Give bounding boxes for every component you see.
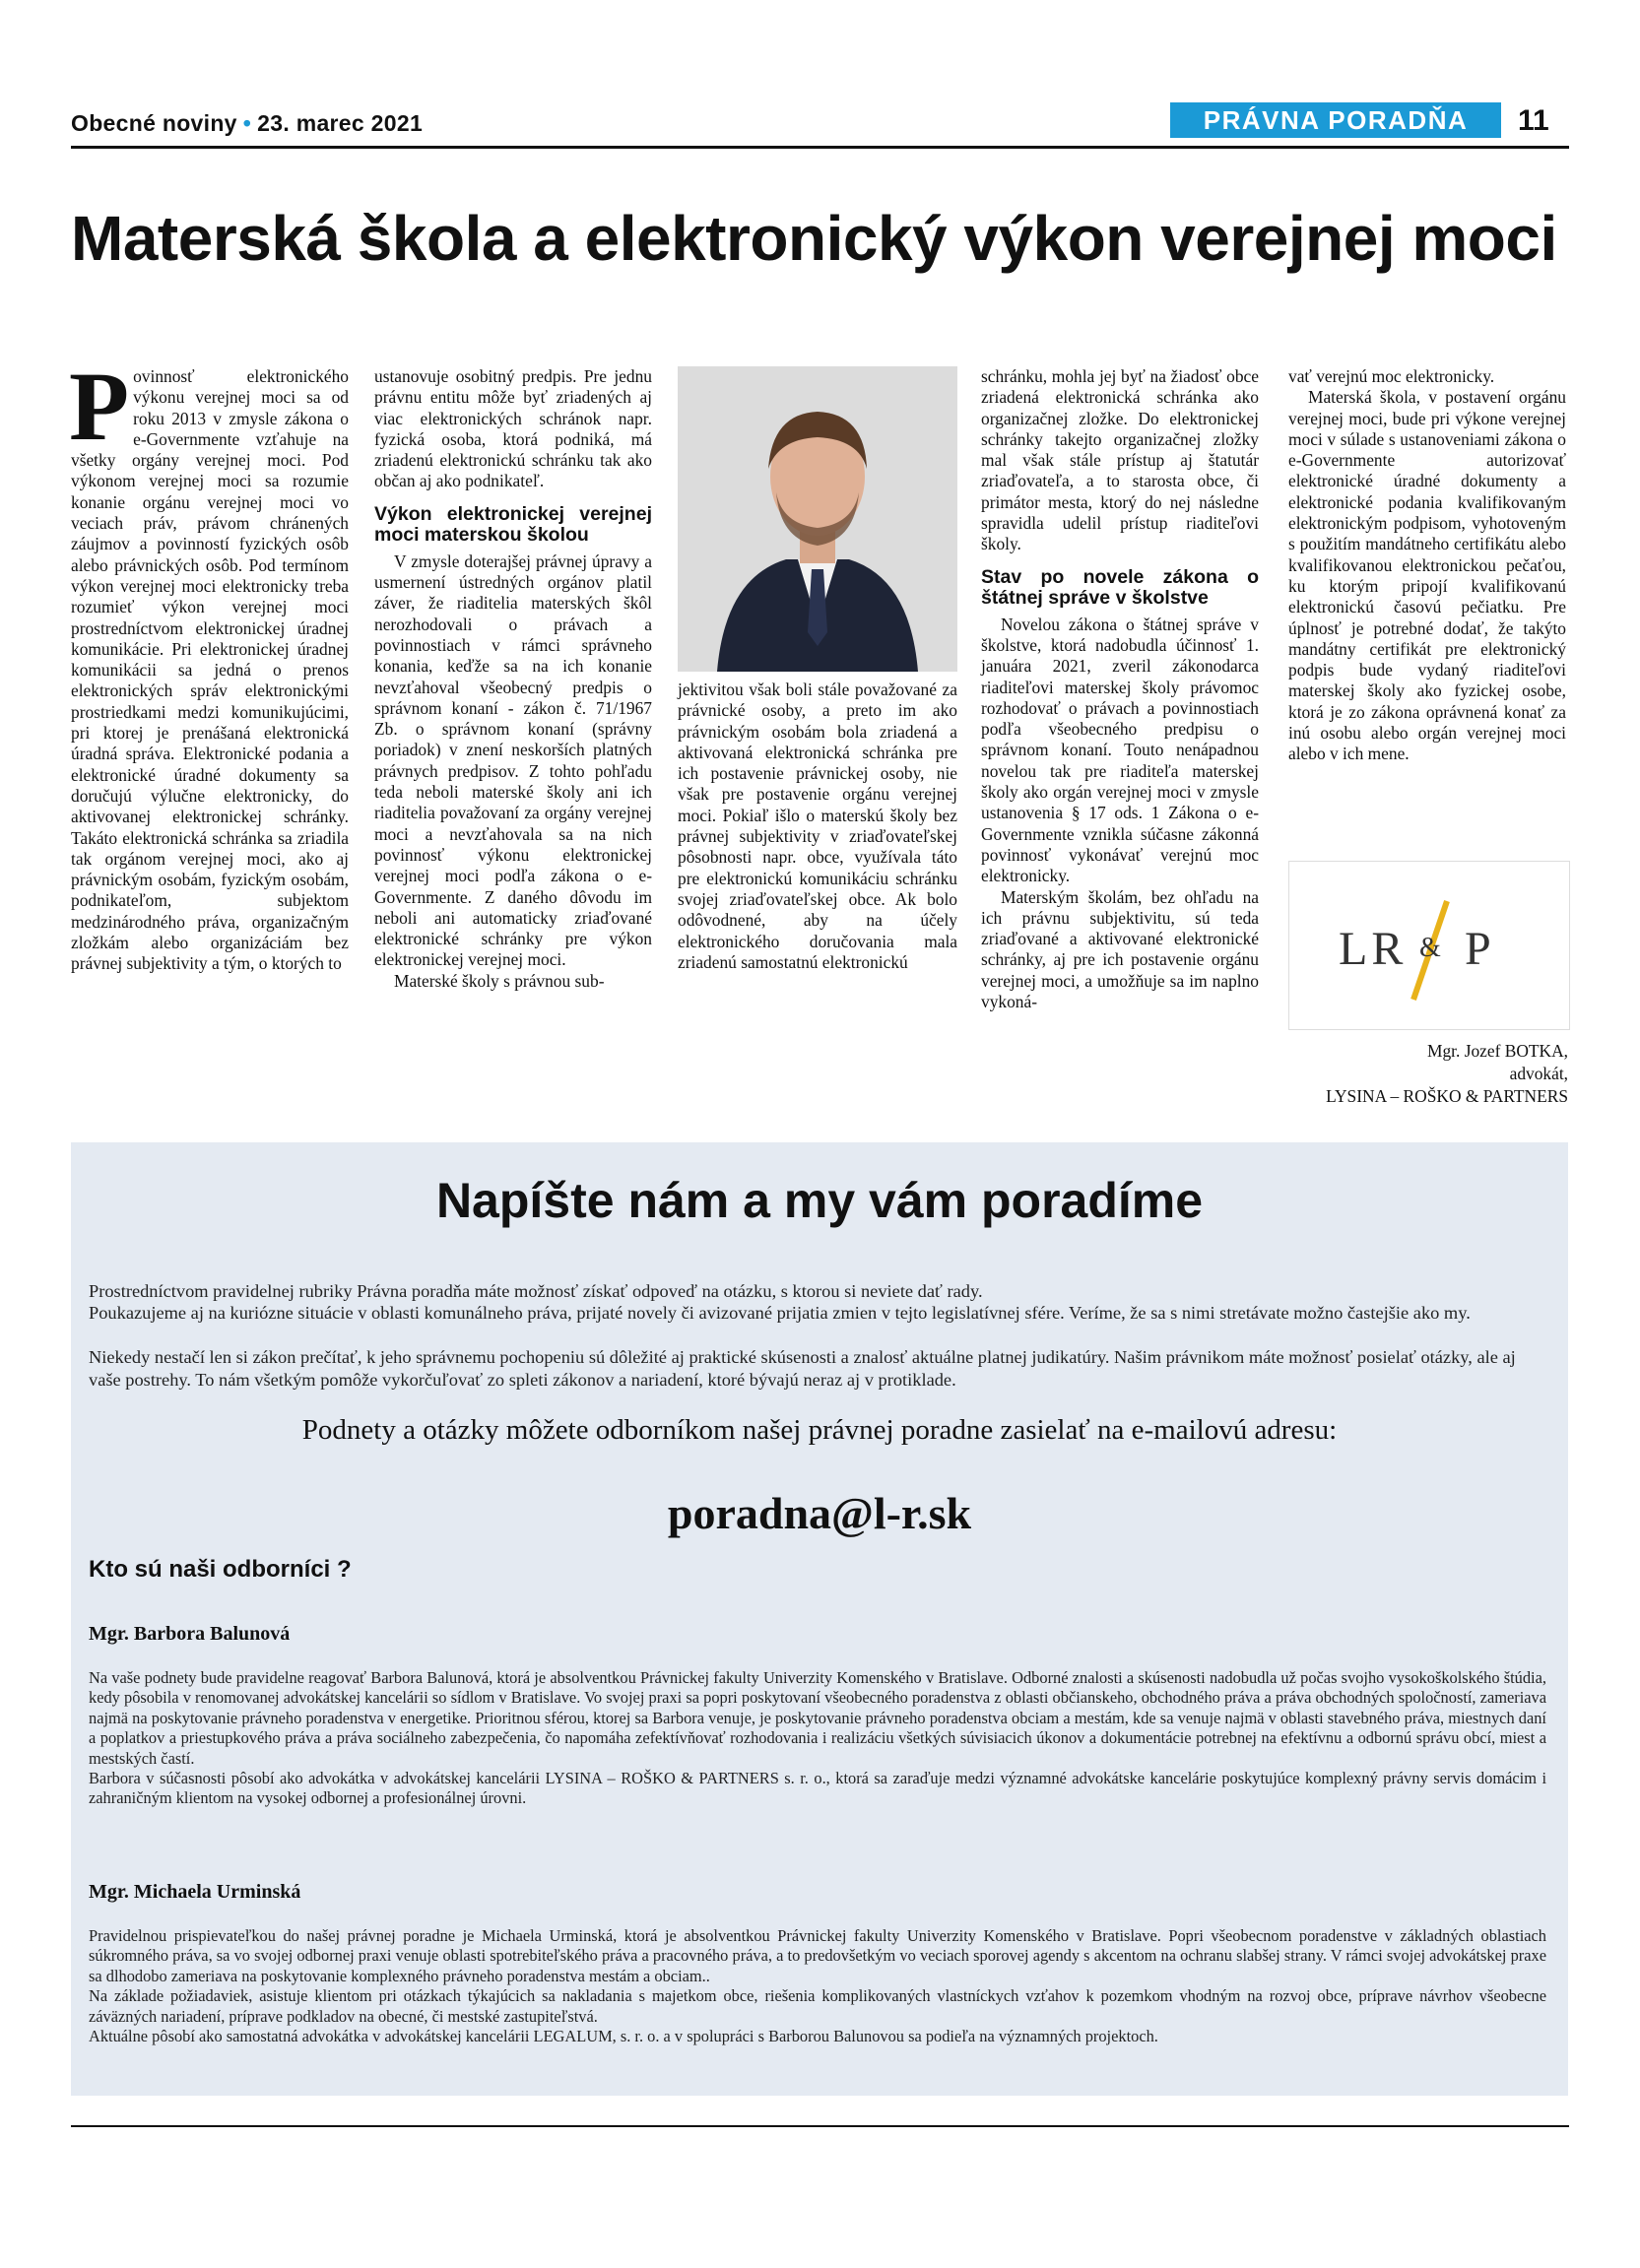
contact-email[interactable]: poradna@l-r.sk — [667, 1488, 972, 1538]
expert-1-bio — [89, 1668, 1546, 1809]
header-rule — [71, 146, 1569, 149]
issue-date: 23. marec 2021 — [257, 110, 424, 136]
box-title: Napíšte nám a my vám poradíme — [435, 1173, 1204, 1228]
experts-heading: Kto sú naši odborníci ? — [89, 1556, 352, 1583]
article-column-2 — [374, 366, 652, 992]
col2-paragraph-1: ustanovuje osobitný predpis. Pre jednu právnu entitu môže byť zriadených aj viac elektronických schránok napr. fyzická osoba, ktorá podniká, má zriadenú elektronickú schránku tak ako občan aj ako podnikateľ. — [374, 366, 652, 491]
publication-name: Obecné noviny — [71, 110, 237, 136]
col4-paragraph-1: schránku, mohla jej byť na žiadosť obce zriadená elektronická schránka ako organizačnej zložke. Do elektronickej schránky takejto organizačnej zložky mal však stále prístup aj štatutár zriaďovateľa, a to starosta obce, či primátor mesta, ktorý do nej následne spravidla udelil prístup riaditeľovi školy. — [981, 366, 1259, 554]
lrp-logo-mark — [1289, 862, 1569, 1029]
expert-2-paragraph-2: Na základe požiadaviek, asistuje klientom pri otázkach týkajúcich sa nakladania s majetkom obce, riešenia komplikovaných vlastníckych vzťahov k pozemkom vhodným na rozvoj obce, príprave návrhov všeobecne záväzných nariadení, príprave podkladov na obecné, či mestské zastupiteľstvá. — [89, 1986, 1546, 2026]
box-intro-2: Poukazujeme aj na kuriózne situácie v oblasti komunálneho práva, prijaté novely či avizované prijatia zmien v tejto legislatívnej sfére. Veríme, že sa s nimi stretávate možno častejšie ako my. — [89, 1303, 1471, 1323]
logo-left-letters: LR — [1339, 923, 1408, 975]
article-column-1 — [69, 352, 349, 975]
expert-1-paragraph-2: Barbora v súčasnosti pôsobí ako advokátka v advokátskej kancelárii LYSINA – ROŠKO & PARTNERS s. r. o., ktorá sa zaraďuje medzi významné advokátske kancelárie poskytujúce komplexný právny servis domácim i zahraničným klientom na vysokej odbornej a profesionálnej úrovni. — [89, 1769, 1546, 1808]
expert-2-name: Mgr. Michaela Urminská — [89, 1881, 301, 1903]
article-column-4 — [981, 366, 1259, 1012]
col4-paragraph-3: Materským školám, bez ohľadu na ich právnu subjektivitu, sú teda zriaďované a aktivované elektronické schránky, aj pre ich postavenie orgánu verejnej moci, a umožňuje sa im naplno vykoná- — [981, 886, 1259, 1012]
col3-paragraph-1: jektivitou však boli stále považované za právnické osoby, a preto im ako právnickým osobám bola zriadená a aktivovaná elektronická schránka pre ich postavenie právnickej osoby, nie však pre postavenie orgánu verejnej moci. Pokiaľ išlo o materskú školy bez právnej subjektivity v zriaďovateľskej pôsobnosti napr. obce, využívala táto pre elektronickú komunikáciu schránku svojej zriaďovateľskej obce. Ak bolo odôvodnené, aby na účely elektronického doručovania mala zriadenú samostatnú elektronickú — [678, 680, 957, 972]
email-invite: Podnety a otázky môžete odborníkom našej právnej poradne zasielať na e-mailovú adresu: — [301, 1414, 1338, 1446]
col1-text: ovinnosť elektronického výkonu verejnej moci sa od roku 2013 v zmysle zákona o e-Governmente vzťahuje na všetky orgány verejnej moci. Pod výkonom verejnej moci sa rozumie konanie orgánu verejnej moci vo veciach práv, právom chránených záujmov a povinností fyzických osôb alebo právnických osôb. Pod termínom výkon verejnej moci elektronicky treba rozumieť výkon verejnej moci prostredníctvom elektronickej úradnej komunikácie. Pri elektronickej úradnej komunikácii sa jedná o prenos elektronických správ elektronickými prostriedkami medzi komunikujúcimi, pri ktorej je prenášaná elektronická úradná správa. Elektronické podania a elektronické úradné dokumenty sa doručujú výlučne elektronicky, do aktivovanej elektronickej schránky. Takáto elektronická schránka sa zriadila tak orgánom verejnej moci, ako aj právnickým osobám, fyzickým osobám, podnikateľom, subjektom medzinárodného práva, organizačným zložkám alebo organizáciám bez právnej subjektivity a tým, o ktorých to — [71, 366, 349, 974]
box-intro-3: Niekedy nestačí len si zákon prečítať, k jeho správnemu pochopeniu sú dôležité aj praktické skúsenosti a znalosť aktuálne platnej judikatúry. Našim právnikom máte možnosť posielať otázky, ale aj vaše postrehy. To nám všetkým pomôže vykorčuľovať zo spleti zákonov a nariadení, ktoré bývajú neraz aj v protiklade. — [89, 1347, 1516, 1390]
logo-right-letter: P — [1465, 923, 1491, 975]
portrait-illustration — [678, 366, 957, 672]
col5-paragraph-1: vať verejnú moc elektronicky. — [1288, 366, 1495, 386]
author-firm: LYSINA – ROŠKO & PARTNERS — [1326, 1086, 1568, 1106]
expert-2-bio — [89, 1926, 1546, 2046]
page-number: 11 — [1518, 104, 1549, 137]
author-name: Mgr. Jozef BOTKA, — [1427, 1041, 1568, 1061]
footer-rule — [71, 2125, 1569, 2127]
expert-2-paragraph-3: Aktuálne pôsobí ako samostatná advokátka v advokátskej kancelárii LEGALUM, s. r. o. a v spolupráci s Barborou Balunovou sa podieľa na významných projektoch. — [89, 2027, 1158, 2046]
box-intro-1: Prostredníctvom pravidelnej rubriky Právna poradňa máte možnosť získať odpoveď na otázku, s ktorou si neviete dať rady. — [89, 1281, 983, 1301]
author-title: advokát, — [1509, 1064, 1568, 1083]
expert-1-paragraph-1: Na vaše podnety bude pravidelne reagovať Barbora Balunová, ktorá je absolventkou Právnickej fakulty Univerzity Komenského v Bratislave. Odborné znalosti a skúsenosti nadobudla už počas svojho vysokoškolského štúdia, kedy pôsobila v renomovanej advokátskej kancelárii so sídlom v Bratislave. Vo svojej praxi sa popri poskytovaní všeobecného poradenstva z oblasti občianskeho, obchodného práva a práva obchodných spoločností, zameriava najmä na poskytovanie právneho poradenstva v energetike. Prioritnou sférou, ktorej sa Barbora venuje, je poskytovanie právneho poradenstva obciam a mestám, kde sa venuje najmä v oblasti stavebného práva, miestnych daní a poplatkov a priestupkového práva a práva sociálneho zabezpečenia, čo napomáha zefektívňovať rozhodovania i realizáciu všetkých súvisiacich úkonov a dokumentácie potrebnej na efektívnu a odbornú správu obcí, miest a mestských častí. — [89, 1668, 1546, 1768]
law-firm-logo — [1288, 861, 1570, 1030]
col5-paragraph-2: Materská škola, v postavení orgánu verejnej moci, bude pri výkone verejnej moci v súlade s ustanoveniami zákona o e-Governmente autorizovať elektronické úradné dokumenty a elektronické podania kvalifikovaným elektronickým podpisom, vyhotoveným s použitím mandátneho certifikátu alebo kvalifikovanou elektronickou pečaťou, ku ktorým pripojí kvalifikovanú elektronickú časovú pečiatku. Pre úplnosť je potrebné dodať, že takýto mandátny certifikát pre elektronický podpis bude vydaný riaditeľovi materskej školy ako fyzickej osobe, ktorá je zo zákona oprávnená konať za inú osobu alebo orgán verejnej moci alebo v ich mene. — [1288, 387, 1566, 764]
article-column-3 — [678, 680, 957, 973]
separator-dot: • — [242, 110, 252, 136]
author-signature — [1280, 1040, 1568, 1108]
expert-2-paragraph-1: Pravidelnou prispievateľkou do našej právnej poradne je Michaela Urminská, ktorá je absolventkou Právnickej fakulty Univerzity Komenského v Bratislave. Popri všeobecnom poradenstve v základných oblastiach súkromného práva, sa vo svojej odbornej praxi venuje oblasti spotrebiteľského práva a pracovného práva, a to predovšetkým vo veciach sporovej agendy s akcentom na ochranu slabšej strany. V rámci svojej advokátskej praxe sa dlhodobo zameriava na poskytovanie komplexného právneho poradenstva mestám a obciam.. — [89, 1926, 1546, 1985]
article-column-5 — [1288, 366, 1566, 765]
col2-paragraph-2: V zmysle doterajšej právnej úpravy a usmernení ústredných orgánov platil záver, že riaditelia materských škôl nerozhodovali o právach a povinnostiach v rámci správneho konania, keďže sa na ich konanie nevzťahoval všeobecný predpis o správnom konaní - zákon č. 71/1967 Zb. o správnom konaní (správny poriadok) v znení neskorších platných právnych predpisov. Z tohto pohľadu teda neboli materské školy ani ich riaditelia považovaní za orgány verejnej moci a nevzťahovala sa na nich povinnosť výkonu elektronickej verejnej moci podľa zákona o e-Governmente. Z daného dôvodu im neboli ani automaticky zriaďované elektronické schránky pre výkon elektronickej verejnej moci. — [374, 551, 652, 970]
logo-ampersand: & — [1419, 933, 1441, 963]
author-photo — [678, 366, 957, 672]
drop-cap: P — [69, 352, 130, 461]
section-label: PRÁVNA PORADŇA — [1170, 102, 1501, 138]
col4-paragraph-2: Novelou zákona o štátnej správe v školstve, ktorá nadobudla účinnosť 1. januára 2021, zveril zákonodarca riaditeľovi materskej školy právomoc rozhodovať o právach a povinnostiach podľa všeobecného predpisu o správnom konaní. Touto nenápadnou novelou tak pre riaditeľa materskej školy ako orgán verejnej moci v zmysle ustanovenia § 17 ods. 1 Zákona o e-Governmente vznikla súčasne zákonná povinnosť vykonávať verejnú moc elektronicky. — [981, 614, 1259, 886]
subheading-2: Stav po novele zákona o štátnej správe v školstve — [981, 565, 1259, 609]
masthead — [71, 110, 423, 137]
col2-paragraph-3: Materské školy s právnou sub- — [394, 970, 605, 991]
article-headline: Materská škola a elektronický výkon verejnej moci — [71, 203, 1557, 274]
subheading-1: Výkon elektronickej verejnej moci materskou školou — [374, 502, 652, 546]
expert-1-name: Mgr. Barbora Balunová — [89, 1623, 291, 1645]
